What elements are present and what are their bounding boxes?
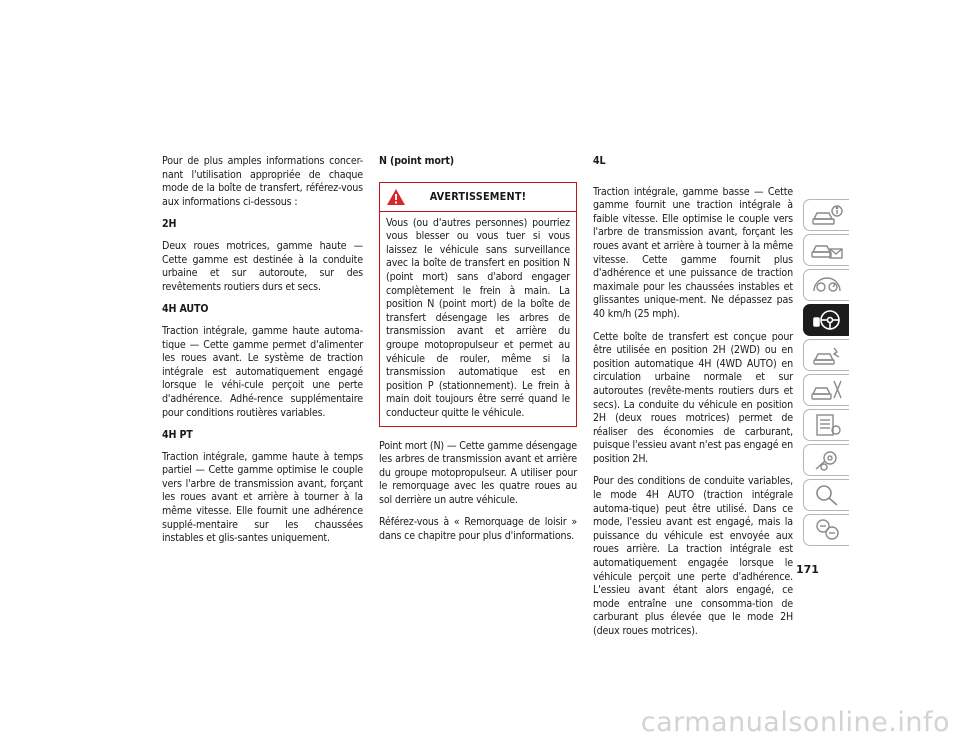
wrench-gear-icon xyxy=(810,447,844,473)
steering-wheel-icon xyxy=(810,307,844,333)
heading-2h: 2H xyxy=(162,218,177,231)
warning-header xyxy=(380,183,576,212)
paragraph-neutral: Point mort (N) — Cette gamme désengage les arbres de transmission avant et arrière du groupe motopropulseur. A utiliser pour le remorquage avec les quatre roues au sol derrière un autre véhicule. xyxy=(379,439,577,506)
paragraph-4h-auto: Traction intégrale, gamme haute automa-tique — Cette gamme permet d'alimenter les roues avant. Le système de traction intégrale est automatiquement engagé lorsque le véhi-cule perçoit une perte d'adhérence. Adhé-rence supplémentaire pour conditions routières variables. xyxy=(162,324,363,419)
tab-maintenance[interactable] xyxy=(803,444,849,476)
languages-icon xyxy=(810,517,844,543)
tab-crash[interactable] xyxy=(803,339,849,371)
car-crash-icon xyxy=(810,342,844,368)
paragraph-4h-pt: Traction intégrale, gamme haute à temps partiel — Cette gamme optimise le couple vers l'arbre de transmission avant, forçant les roues avant et arrière à tourner à la même vitesse. Elle fournit une adhérence supplé-mentaire sur les chaussées instables et glis-santes uniquement. xyxy=(162,450,363,545)
paragraph-design: Cette boîte de transfert est conçue pour être utilisée en position 2H (2WD) ou en position automatique 4H (4WD AUTO) en circulation urbaine normale et sur autoroutes (revête-ments routiers durs et secs). La conduite du véhicule en position 2H (deux roues motrices) permet de réaliser des économies de carburant, puisque l'essieu avant n'est pas engagé en position 2H. xyxy=(593,330,793,465)
paragraph-4l: Traction intégrale, gamme basse — Cette gamme fournit une traction intégrale à faible vitesse. Elle optimise le couple vers l'arbre de transmission avant, forçant les roues avant et arrière à tourner à la même vitesse. Cette gamme fournit plus d'adhérence et une puissance de traction maximale pour les chaussées instables et glissantes unique-ment. Ne dépassez pas 40 km/h (25 mph). xyxy=(593,185,793,320)
car-wrench-icon xyxy=(810,377,844,403)
tab-index[interactable] xyxy=(803,479,849,511)
car-envelope-icon xyxy=(810,237,844,263)
heading-4h-auto: 4H AUTO xyxy=(162,303,209,316)
tab-checklist[interactable] xyxy=(803,409,849,441)
tab-steering[interactable] xyxy=(803,304,849,336)
car-info-icon xyxy=(810,202,844,228)
paragraph-refer: Référez-vous à « Remorquage de loisir » dans ce chapitre pour plus d'informations. xyxy=(379,516,577,543)
heading-4l: 4L xyxy=(593,155,606,167)
warning-title: AVERTISSEMENT! xyxy=(429,189,527,203)
tab-car-envelope[interactable] xyxy=(803,234,849,266)
dashboard-gauge-icon xyxy=(810,272,844,298)
tab-languages[interactable] xyxy=(803,514,849,546)
tab-dashboard[interactable] xyxy=(803,269,849,301)
page-number: 171 xyxy=(796,563,819,576)
heading-neutral: N (point mort) xyxy=(379,155,454,167)
paragraph-variable: Pour des conditions de conduite variables, le mode 4H AUTO (traction intégrale automa-tique) peut être utilisé. Dans ce mode, l'essieu avant est engagé, mais la puissance du véhicule est envoyée aux roues arrière. La traction intégrale est automatiquement engagée lorsque le véhicule perçoit une perte d'adhérence. L'essieu avant étant alors engagé, ce mode entraîne une consomma-tion de carburant plus élevée que le mode 2H (deux roues motrices). xyxy=(593,475,793,637)
paragraph-2h: Deux roues motrices, gamme haute — Cette gamme est destinée à la conduite urbaine et sur autoroute, sur des revêtements routiers durs et secs. xyxy=(162,239,363,293)
left-column xyxy=(162,155,363,555)
magnifier-icon xyxy=(810,482,844,508)
warning-box xyxy=(379,182,577,427)
warning-triangle-icon xyxy=(386,188,406,206)
chapter-tab-strip xyxy=(803,199,849,544)
intro-paragraph: Pour de plus amples informations concer-nant l'utilisation appropriée de chaque mode de la boîte de transfert, référez-vous aux informations ci-dessous : xyxy=(162,155,363,208)
tab-car-info[interactable] xyxy=(803,199,849,231)
right-column xyxy=(593,155,793,648)
tab-car-service[interactable] xyxy=(803,374,849,406)
watermark: carmanualsonline.info xyxy=(640,707,950,738)
middle-column xyxy=(379,155,577,553)
warning-text: Vous (ou d'autres personnes) pourriez vous blesser ou vous tuer si vous laissez le véhicule sans surveillance avec la boîte de transfert en position N (point mort) sans d'abord engager complètement le frein à main. La position N (point mort) de la boîte de transfert désengage les arbres de transmission avant et arrière du groupe motopropulseur et permet au véhicule de rouler, même si la transmission automatique est en position P (stationnement). Le frein à main doit toujours être serré quand le conducteur quitte le véhicule. xyxy=(386,216,570,419)
checklist-icon xyxy=(810,412,844,438)
heading-4h-pt: 4H PT xyxy=(162,429,193,442)
